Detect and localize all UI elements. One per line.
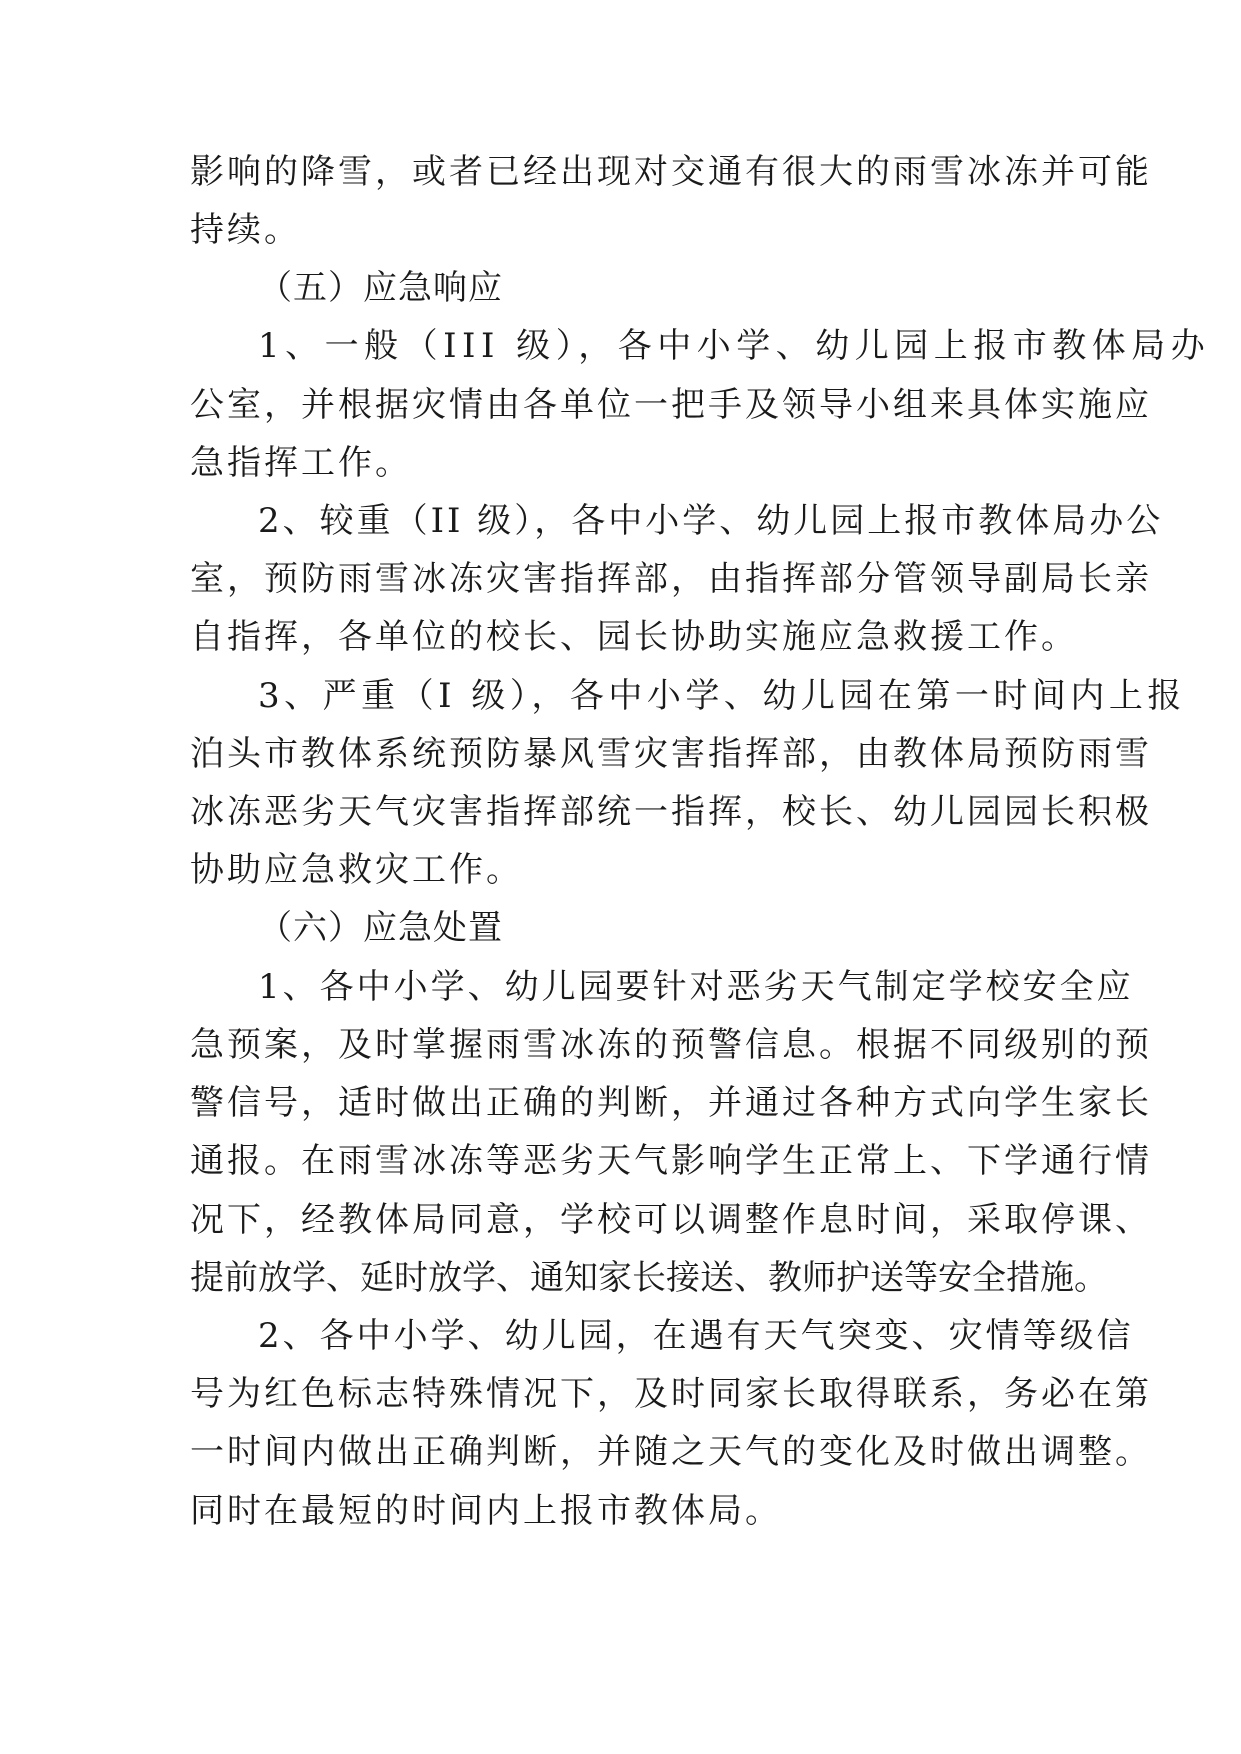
intro-line-1: 影响的降雪，或者已经出现对交通有很大的雨雪冰冻并可能: [190, 152, 1152, 192]
section6-item1-line5: 况下，经教体局同意，学校可以调整作息时间，采取停课、: [190, 1200, 1152, 1240]
section6-item1-line4: 通报。在雨雪冰冻等恶劣天气影响学生正常上、下学通行情: [190, 1141, 1152, 1181]
section6-item2-line3: 一时间内做出正确判断，并随之天气的变化及时做出调整。: [190, 1432, 1152, 1472]
section5-item3-line4: 协助应急救灾工作。: [190, 850, 523, 890]
section6-item2-line2: 号为红色标志特殊情况下，及时同家长取得联系，务必在第: [190, 1374, 1152, 1414]
section5-item2-line1: 2、较重（II 级），各中小学、幼儿园上报市教体局办公: [258, 501, 1164, 541]
section5-item2-line3: 自指挥，各单位的校长、园长协助实施应急救援工作。: [190, 617, 1078, 657]
section5-item3-line2: 泊头市教体系统预防暴风雪灾害指挥部，由教体局预防雨雪: [190, 734, 1152, 774]
section5-item1-line3: 急指挥工作。: [190, 443, 412, 483]
section6-item1-line6: 提前放学、延时放学、通知家长接送、教师护送等安全措施。: [190, 1258, 1108, 1298]
section-heading-emergency-handling: （六）应急处置: [258, 908, 503, 948]
section5-item3-line1: 3、严重（I 级），各中小学、幼儿园在第一时间内上报: [258, 676, 1186, 716]
section6-item2-line1: 2、各中小学、幼儿园，在遇有天气突变、灾情等级信: [258, 1316, 1134, 1356]
section5-item2-line2: 室，预防雨雪冰冻灾害指挥部，由指挥部分管领导副局长亲: [190, 559, 1152, 599]
section5-item1-line2: 公室，并根据灾情由各单位一把手及领导小组来具体实施应: [190, 385, 1152, 425]
section6-item1-line3: 警信号，适时做出正确的判断，并通过各种方式向学生家长: [190, 1083, 1152, 1123]
section6-item1-line1: 1、各中小学、幼儿园要针对恶劣天气制定学校安全应: [258, 967, 1134, 1007]
section5-item1-line1: 1、一般（III 级），各中小学、幼儿园上报市教体局办: [258, 326, 1211, 366]
section6-item1-line2: 急预案，及时掌握雨雪冰冻的预警信息。根据不同级别的预: [190, 1025, 1152, 1065]
section6-item2-line4: 同时在最短的时间内上报市教体局。: [190, 1491, 782, 1531]
section5-item3-line3: 冰冻恶劣天气灾害指挥部统一指挥，校长、幼儿园园长积极: [190, 792, 1152, 832]
intro-line-2: 持续。: [190, 210, 301, 250]
section-heading-emergency-response: （五）应急响应: [258, 268, 503, 308]
